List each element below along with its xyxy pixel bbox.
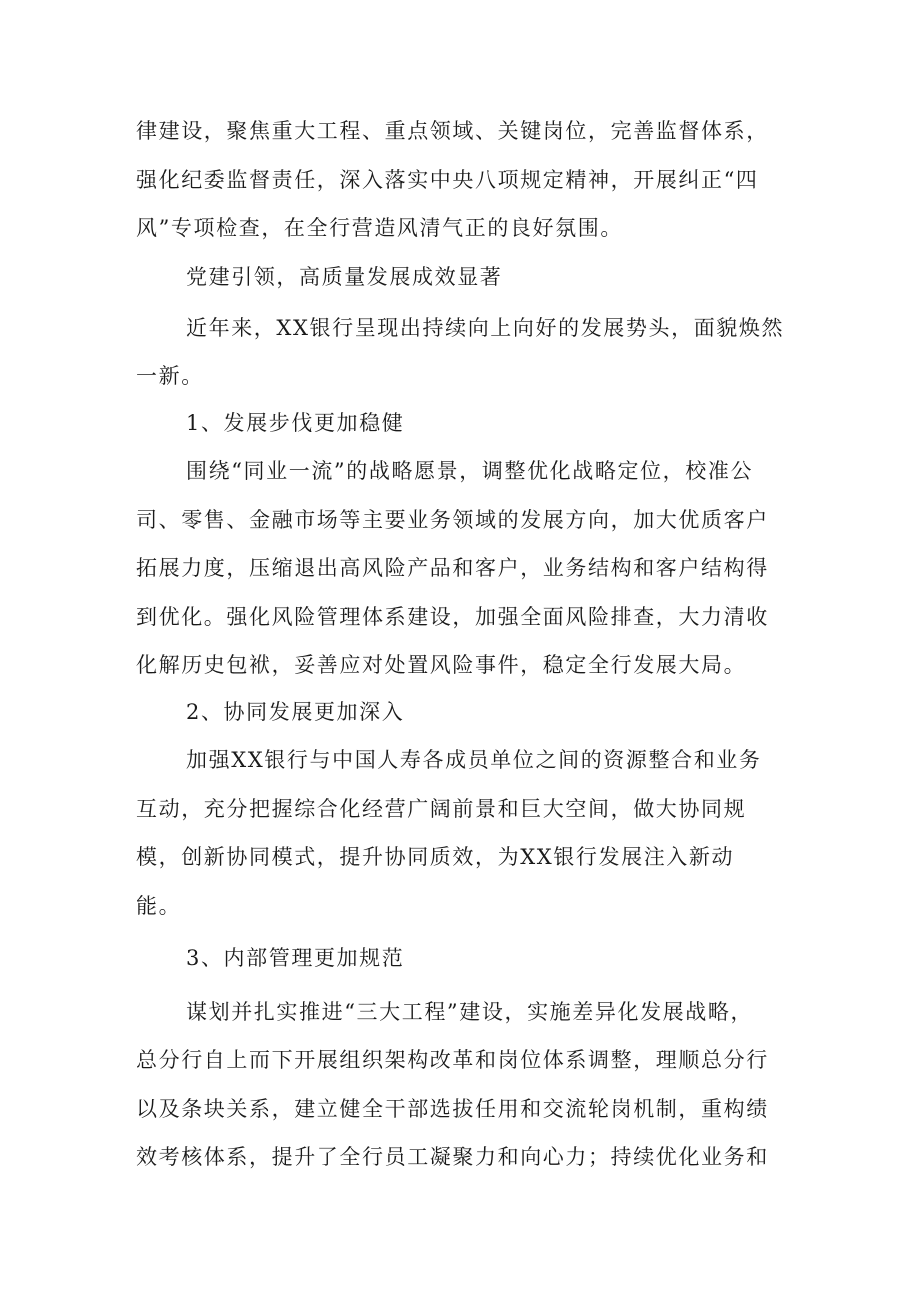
text-line: 效考核体系，提升了全行员工凝聚力和向心力；持续优化业务和 (136, 1145, 769, 1169)
text-line: 化解历史包袱，妥善应对处置风险事件，稳定全行发展大局。 (136, 653, 747, 677)
text-line: 近年来，XX银行呈现出持续向上向好的发展势头，面貌焕然 (186, 316, 785, 340)
section-heading: 3、内部管理更加规范 (186, 946, 405, 970)
text-line: 谋划并扎实推进“三大工程”建设，实施差异化发展战略， (186, 1000, 754, 1024)
section-heading: 党建引领，高质量发展成效显著 (186, 265, 503, 289)
text-line: 模，创新协同模式，提升协同质效，为XX银行发展注入新动 (136, 845, 735, 869)
text-line: 互动，充分把握综合化经营广阔前景和巨大空间，做大协同规 (136, 797, 747, 821)
text-line: 律建设，聚焦重大工程、重点领域、关键岗位，完善监督体系， (136, 119, 769, 143)
text-line: 能。 (136, 894, 182, 918)
text-line: 总分行自上而下开展组织架构改革和岗位体系调整，理顺总分行 (136, 1048, 769, 1072)
text-line: 围绕“同业一流”的战略愿景，调整优化战略定位，校准公 (186, 459, 754, 483)
section-heading: 1、发展步伐更加稳健 (186, 411, 405, 435)
text-line: 强化纪委监督责任，深入落实中央八项规定精神，开展纠正“四 (136, 168, 759, 192)
text-line: 拓展力度，压缩退出高风险产品和客户，业务结构和客户结构得 (136, 556, 769, 580)
text-line: 一新。 (136, 364, 204, 388)
text-line: 司、零售、金融市场等主要业务领域的发展方向，加大优质客户 (136, 508, 769, 532)
text-line: 加强XX银行与中国人寿各成员单位之间的资源整合和业务 (186, 748, 762, 772)
text-line: 到优化。强化风险管理体系建设，加强全面风险排查，大力清收 (136, 605, 769, 629)
section-heading: 2、协同发展更加深入 (186, 700, 405, 724)
text-line: 以及条块关系，建立健全干部选拔任用和交流轮岗机制，重构绩 (136, 1097, 769, 1121)
text-line: 风”专项检查，在全行营造风清气正的良好氛围。 (136, 216, 623, 240)
